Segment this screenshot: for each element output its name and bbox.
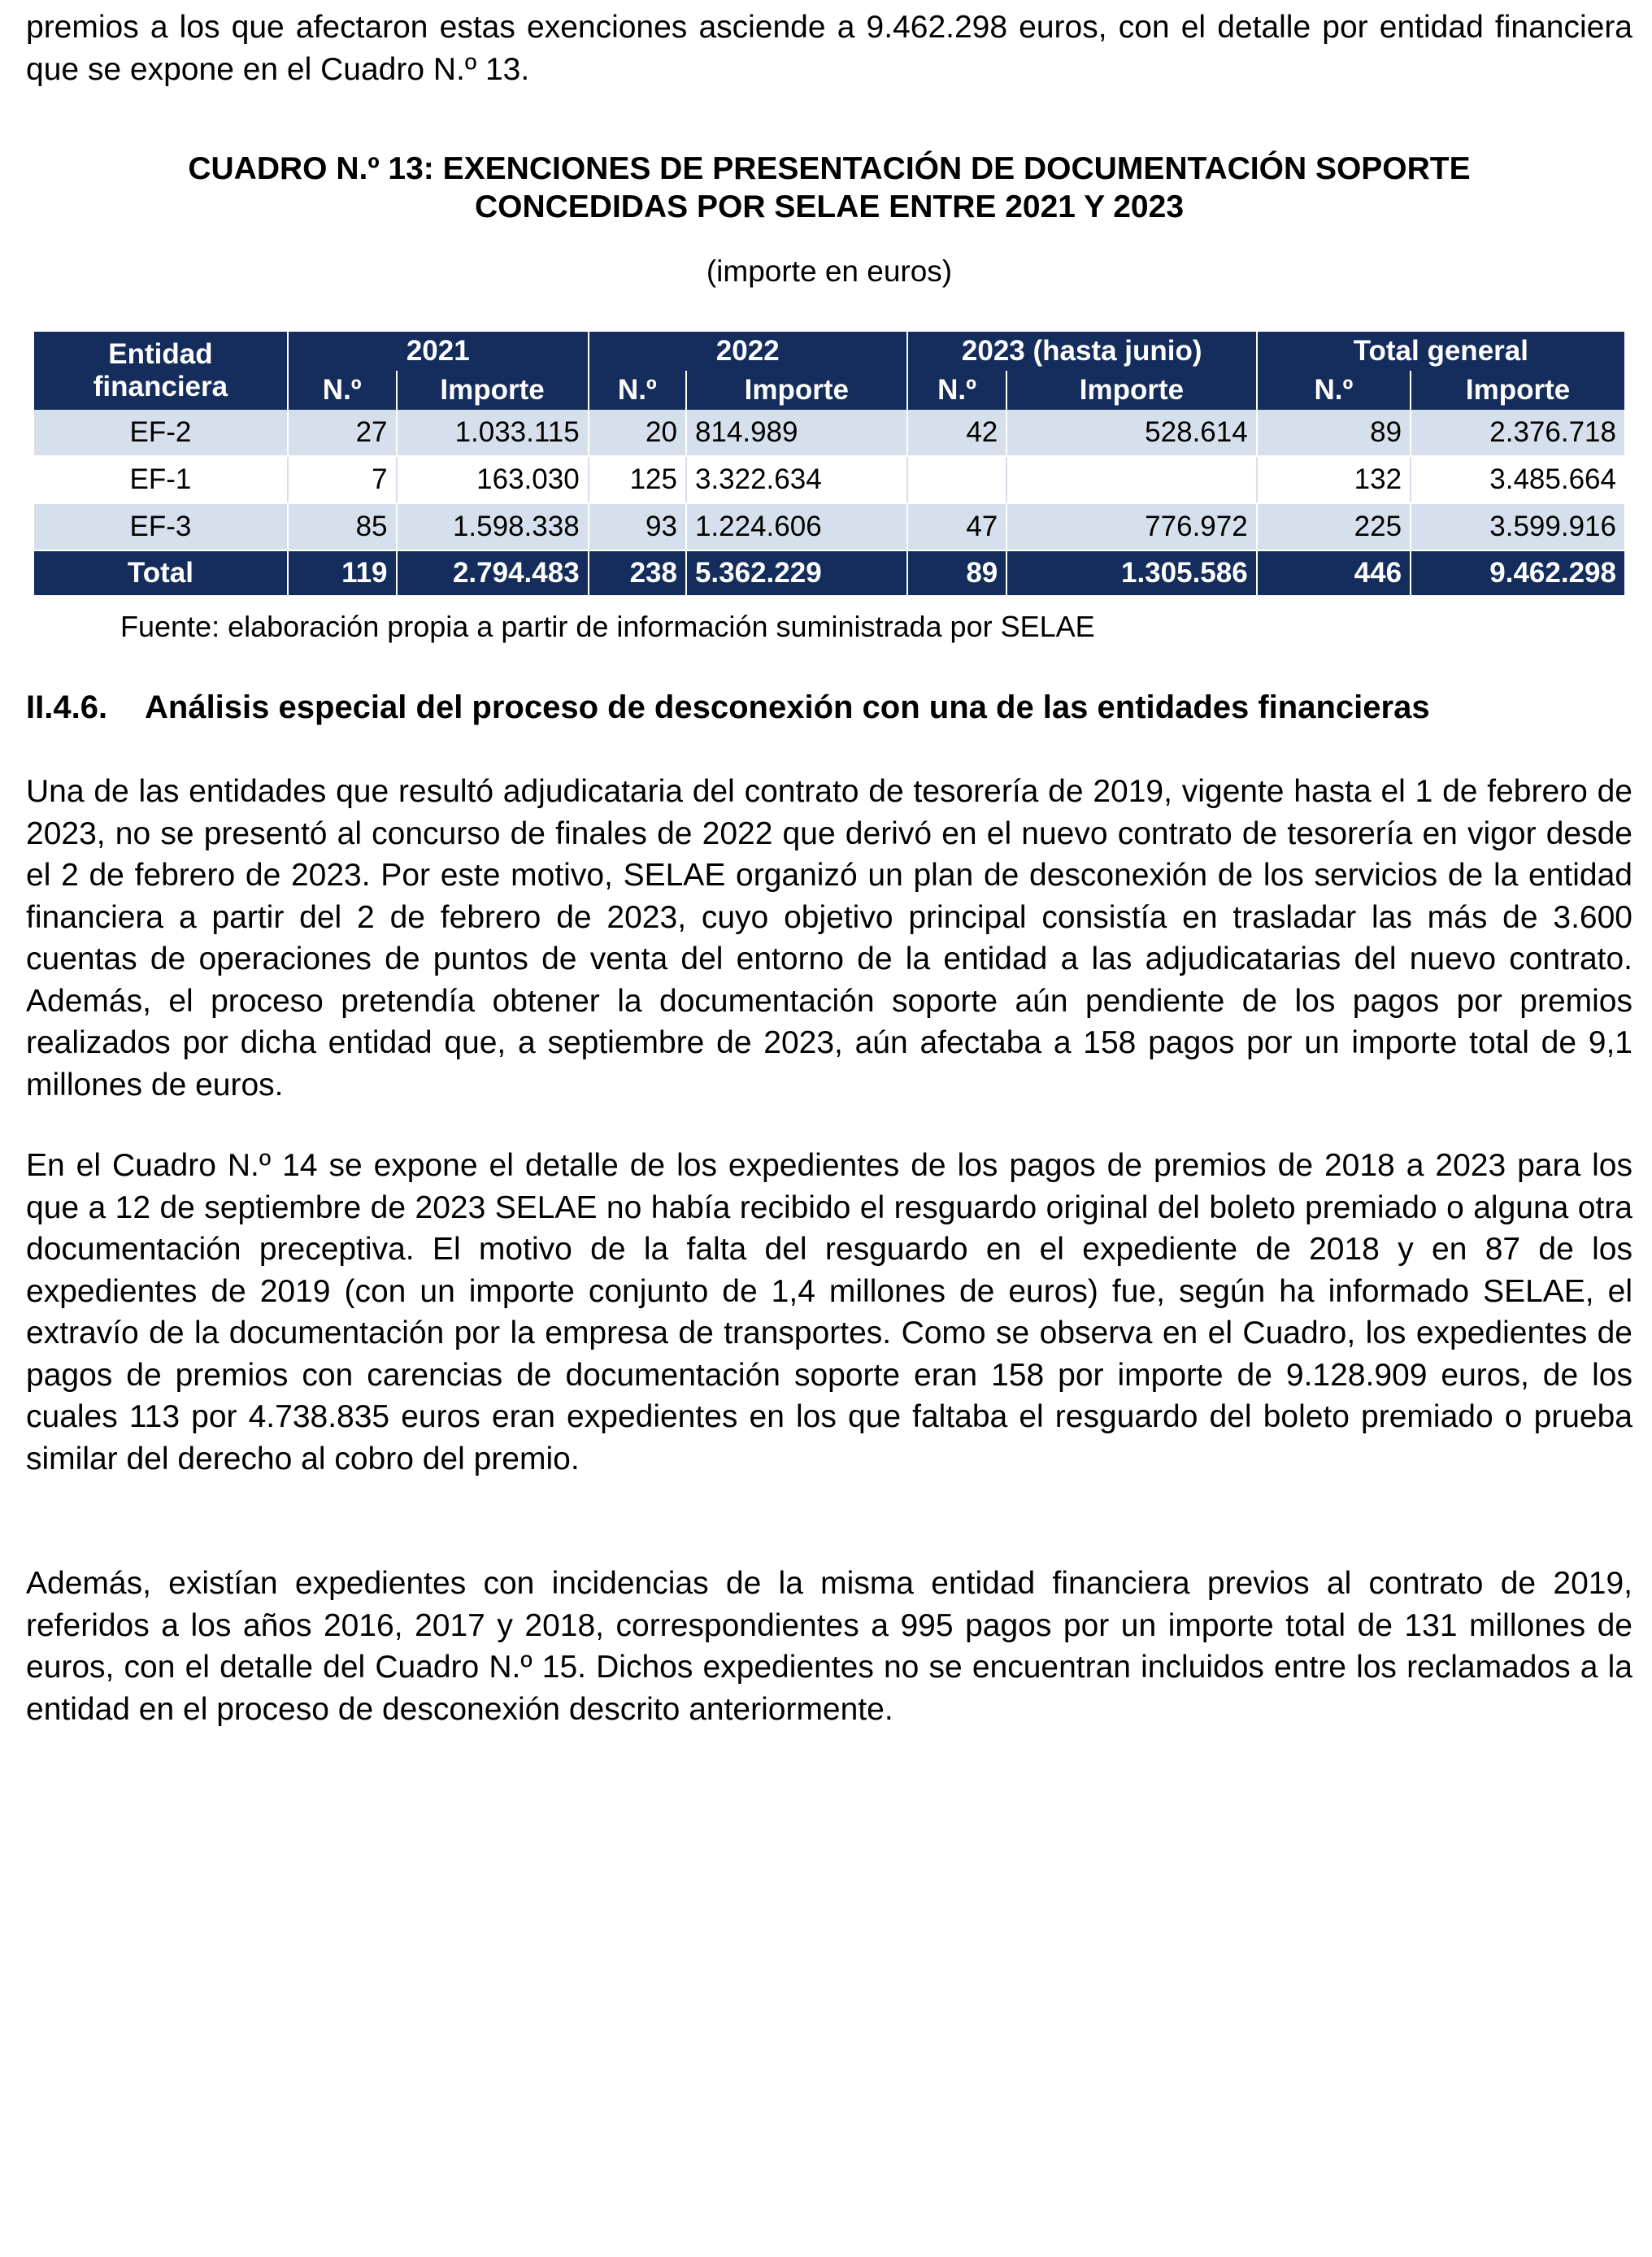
cell-n2021: 7 [288,456,397,503]
intro-paragraph: premios a los que afectaron estas exenciones asciende a 9.462.298 euros, con el detalle por entidad financiera que se expone en el Cuadro N.º 13. [26,10,1632,87]
cell-i2023 [1006,456,1256,503]
header-group-2023: 2023 (hasta junio) [907,332,1257,371]
body-paragraph-1: Una de las entidades que resultó adjudicataria del contrato de tesorería de 2019, vigente hasta el 1 de febrero de 2023, no se presentó al concurso de finales de 2022 que derivó en el nuevo contrato de tesorería en vigor desde el 2 de febrero de 2023. Por este motivo, SELAE organizó un plan de desconexión de los servicios de la entidad financiera a partir del 2 de febrero de 2023, cuyo objetivo principal consistía en trasladar las más de 3.600 cuentas de operaciones de puntos de venta del entorno de la entidad a las adjudicatarias del nuevo contrato. Además, el proceso pretendía obtener la documentación soporte aún pendiente de los pagos por premios realizados por dicha entidad que, a septiembre de 2023, aún afectaba a 158 pagos por un importe total de 9,1 millones de euros. [26,774,1632,1102]
cell-i2021: 1.033.115 [397,410,589,456]
cell-n2023: 42 [907,410,1007,456]
body-paragraph-2: En el Cuadro N.º 14 se expone el detalle de los expedientes de los pagos de premios de 2018 a 2023 para los que a 12 de septiembre de 2023 SELAE no había recibido el resguardo original del boleto premiado o alguna otra documentación preceptiva. El motivo de la falta del resguardo en el expediente de 2018 y en 87 de los expedientes de 2019 (con un importe conjunto de 1,4 millones de euros) fue, según ha informado SELAE, el extravío de la documentación por la empresa de transportes. Como se observa en el Cuadro, los expedientes de pagos de premios con carencias de documentación soporte eran 158 por importe de 9.128.909 euros, de los cuales 113 por 4.738.835 euros eran expedientes en los que faltaba el resguardo del boleto premiado o prueba similar del derecho al cobro del premio. [26,1148,1632,1476]
cell-itotal: 2.376.718 [1411,410,1624,456]
table-title-line-2: CONCEDIDAS POR SELAE ENTRE 2021 Y 2023 [474,189,1185,224]
cell-entity: EF-1 [34,456,288,503]
header-num-total: N.º [1257,371,1411,410]
total-i2023: 1.305.586 [1006,550,1256,595]
table-row [34,503,1624,550]
table-header-row-groups [34,332,1624,371]
total-n2023: 89 [907,550,1007,595]
table-title [26,150,1632,226]
total-ntotal: 446 [1257,550,1411,595]
header-num-2023: N.º [907,371,1007,410]
cell-i2022: 3.322.634 [686,456,907,503]
header-num-2021: N.º [288,371,397,410]
cell-n2021: 27 [288,410,397,456]
cell-ntotal: 225 [1257,503,1411,550]
total-i2021: 2.794.483 [397,550,589,595]
cell-n2021: 85 [288,503,397,550]
cell-itotal: 3.485.664 [1411,456,1624,503]
cell-i2022: 1.224.606 [686,503,907,550]
cell-i2021: 1.598.338 [397,503,589,550]
table-row [34,410,1624,456]
cell-n2022: 125 [589,456,686,503]
table-source-note: Fuente: elaboración propia a partir de información suministrada por SELAE [120,610,1095,643]
cell-i2021: 163.030 [397,456,589,503]
header-group-total: Total general [1257,332,1624,371]
header-importe-2023: Importe [1006,371,1256,410]
header-num-2022: N.º [589,371,686,410]
total-n2021: 119 [288,550,397,595]
cell-ntotal: 89 [1257,410,1411,456]
cell-n2023: 47 [907,503,1007,550]
total-i2022: 5.362.229 [686,550,907,595]
cell-i2023: 528.614 [1006,410,1256,456]
cell-entity: EF-2 [34,410,288,456]
header-entity [34,332,288,410]
table-total-row [34,550,1624,595]
cell-ntotal: 132 [1257,456,1411,503]
cell-itotal: 3.599.916 [1411,503,1624,550]
table-subtitle: (importe en euros) [706,254,953,288]
cell-n2022: 20 [589,410,686,456]
cell-i2023: 776.972 [1006,503,1256,550]
body-paragraph-3: Además, existían expedientes con incidencias de la misma entidad financiera previos al contrato de 2019, referidos a los años 2016, 2017 y 2018, correspondientes a 995 pagos por un importe total de 131 millones de euros, con el detalle del Cuadro N.º 15. Dichos expedientes no se encuentran incluidos entre los reclamados a la entidad en el proceso de desconexión descrito anteriormente. [26,1566,1632,1727]
cell-entity: EF-3 [34,503,288,550]
total-itotal: 9.462.298 [1411,550,1624,595]
cell-n2023 [907,456,1007,503]
header-entity-line-1: Entidad [108,338,213,370]
section-heading [26,688,1632,727]
header-group-2021: 2021 [288,332,589,371]
header-entity-line-2: financiera [93,371,228,402]
cell-i2022: 814.989 [686,410,907,456]
exemptions-table [34,332,1624,595]
section-number: II.4.6. [26,689,108,725]
header-group-2022: 2022 [589,332,907,371]
table-container [34,332,1624,595]
table-row [34,456,1624,503]
header-importe-2021: Importe [397,371,589,410]
header-importe-total: Importe [1411,371,1624,410]
total-label: Total [34,550,288,595]
header-importe-2022: Importe [686,371,907,410]
cell-n2022: 93 [589,503,686,550]
total-n2022: 238 [589,550,686,595]
section-title: Análisis especial del proceso de desconexión con una de las entidades financieras [145,689,1430,725]
table-title-line-1: CUADRO N.º 13: EXENCIONES DE PRESENTACIÓN DE DOCUMENTACIÓN SOPORTE [188,151,1471,186]
